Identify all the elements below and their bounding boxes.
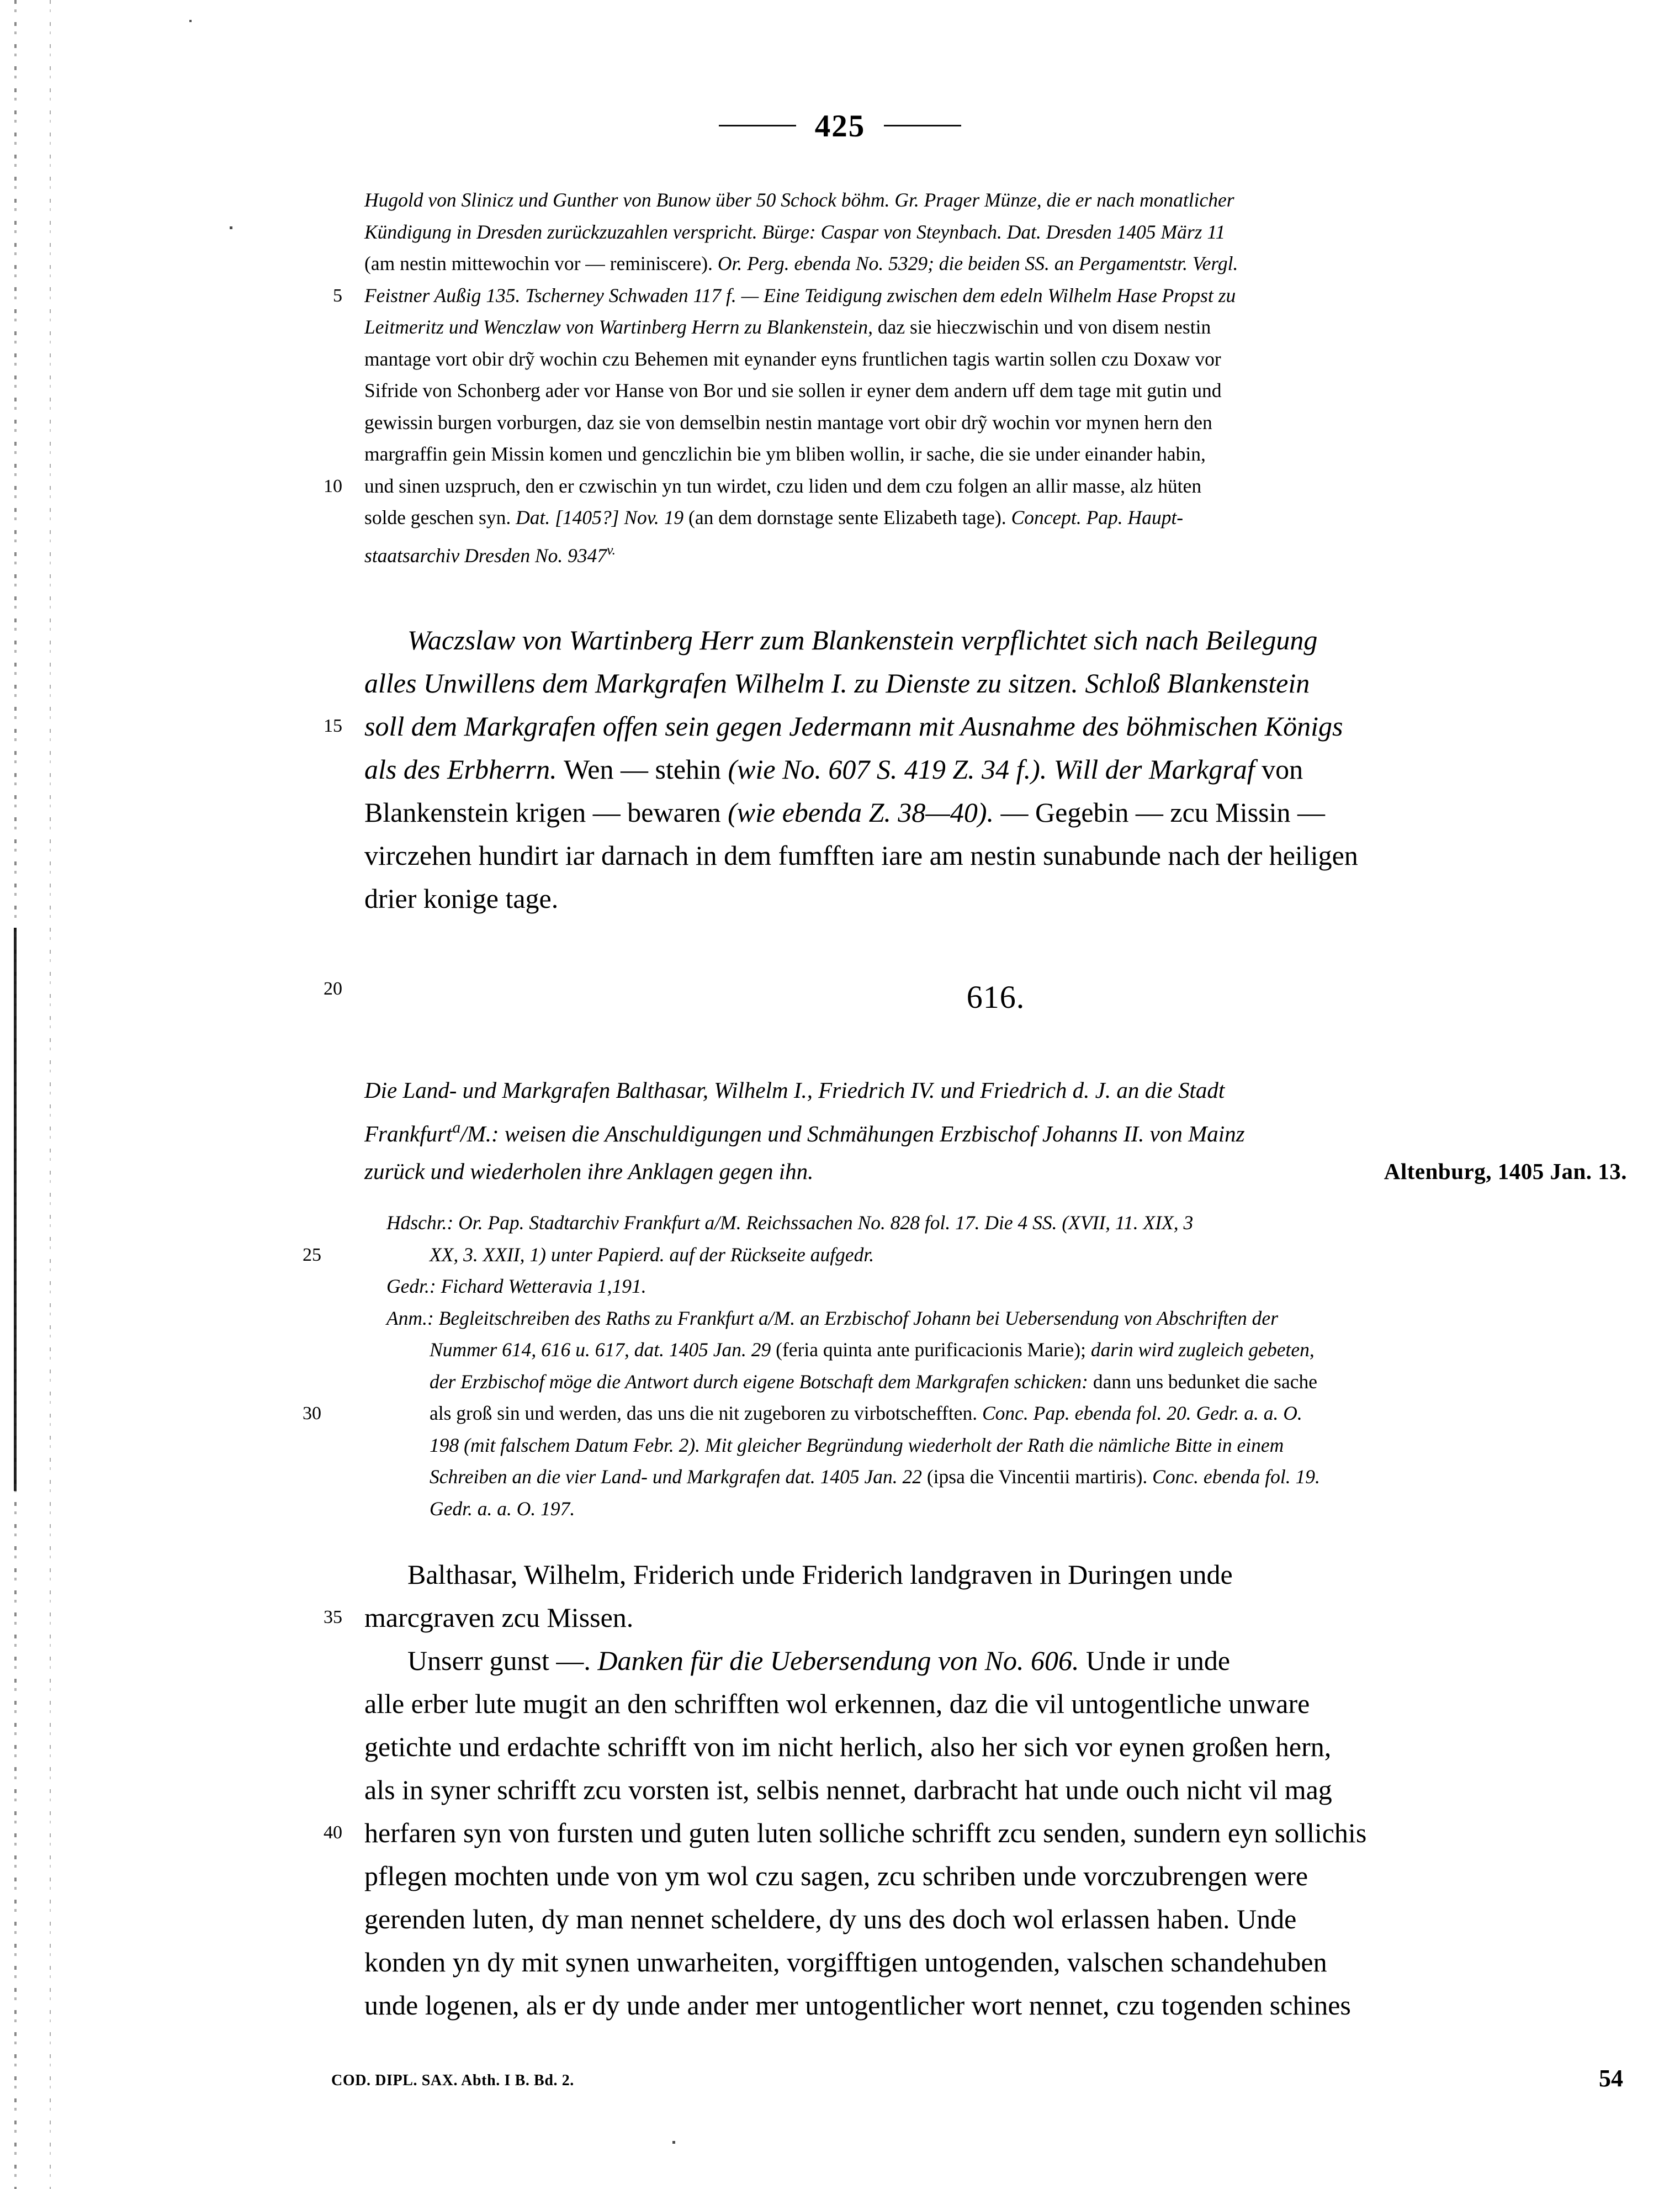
apparatus-entry-line [386,1334,1627,1366]
apparatus-line [364,248,1627,280]
apparatus-line [364,534,1627,572]
regest-superscript: a [452,1119,461,1136]
apparatus-616-block [303,1207,1627,1525]
regest-text: (wie No. 607 S. 419 Z. 34 f.). [728,754,1047,785]
apparatus-entry-line [386,1366,1627,1398]
regest-line [364,1071,1627,1109]
body-line [364,1984,1627,2027]
body-text: herfaren syn von fursten und guten luten solliche schrifft zcu senden, sundern eyn sollichis [364,1817,1367,1848]
apparatus-text-roman: solde geschen syn. [364,506,511,528]
body-text: als in syner schrifft zcu vorsten ist, selbis nennet, darbracht hat unde ouch nicht vil mag [364,1774,1332,1805]
line-number: 35 [324,1607,342,1627]
regest-line [364,834,1627,877]
apparatus-text-roman: (an dem dornstage sente Elizabeth tage). [688,506,1006,528]
regest-text: alles Unwillens dem Markgrafen Wilhelm I. zu Dienste zu sitzen. Schloß Blankenstein [364,668,1310,699]
regest-line [364,748,1627,791]
regest-line [364,618,1627,662]
body-616-block [324,1553,1627,2027]
apparatus-line [364,216,1627,248]
regest-line [364,1109,1627,1152]
apparatus-text: Feistner Außig 135. Tscherney Schwaden 117 f. — Eine Teidigung zwischen dem edeln Wilhelm Hase Propst zu [364,284,1236,306]
line-number: 10 [324,475,342,496]
regest-616-block [364,1071,1627,1190]
line-number: 40 [324,1822,342,1843]
body-text: pflegen mochten unde von ym wol czu sagen, zcu schriben unde vorczubrengen were [364,1860,1308,1891]
regest-line [364,662,1627,705]
apparatus-entry-line [386,1207,1627,1239]
page-number: 425 [814,109,866,144]
regest-text: als des Erbherrn. [364,754,557,785]
section-616-heading-block [324,979,1627,1023]
regest-text-roman: — Gegebin — zcu Missin — [1000,797,1325,828]
body-text: konden yn dy mit synen unwarheiten, vorgifftigen untogenden, valschen schandehuben [364,1947,1327,1977]
apparatus-text: Begleitschreiben des Raths zu Frankfurt a/M. an Erzbischof Johann bei Uebersendung von Abschriften der [438,1307,1279,1329]
apparatus-text-roman: (ipsa die Vincentii martiris). [926,1466,1148,1488]
apparatus-label-anm: Anm.: [386,1307,434,1329]
body-text: alle erber lute mugit an den schrifften wol erkennen, daz die vil untogentliche unware [364,1688,1310,1719]
body-line [364,1768,1627,1811]
regest-text: Die Land- und Markgrafen Balthasar, Wilhelm I., Friedrich IV. und Friedrich d. J. an die Stadt [364,1077,1225,1103]
body-text: marcgraven zcu Missen. [364,1602,634,1633]
body-line [324,1596,1627,1639]
regest-615-block [324,618,1627,920]
apparatus-line [364,438,1627,470]
apparatus-text: Conc. Pap. ebenda fol. 20. Gedr. a. a. O. [982,1402,1302,1424]
apparatus-text: staatsarchiv Dresden No. 9347 [364,544,607,567]
apparatus-entry-line [386,1461,1627,1493]
regest-text-roman: von [1262,754,1303,785]
header-rule-left [719,125,796,126]
apparatus-text-roman: als groß sin und werden, das uns die nit zugeboren zu virbotschefften. [430,1402,978,1424]
apparatus-entry-line [386,1493,1627,1525]
regest-line [364,877,1627,920]
apparatus-line [364,375,1627,407]
line-number: 30 [303,1403,321,1424]
body-text: unde logenen, als er dy unde ander mer untogentlicher wort nennet, czu togenden schines [364,1990,1351,2021]
footer-imprint: COD. DIPL. SAX. Abth. I B. Bd. 2. [331,2072,574,2089]
apparatus-line [324,470,1627,503]
regest-text: /M.: weisen die Anschuldigungen und Schmähungen Erzbischof Johanns II. von Mainz [460,1121,1245,1147]
apparatus-line [364,311,1627,343]
apparatus-text: darin wird zugleich gebeten, [1090,1339,1315,1361]
body-line [364,1897,1627,1941]
apparatus-text-roman: Sifride von Schonberg ader vor Hanse von Bor und sie sollen ir eyner dem andern uff dem tage mit gutin und [364,379,1222,401]
apparatus-text: 198 (mit falschem Datum Febr. 2). Mit gleicher Begründung wiederholt der Rath die nämliche Bitte in einem [430,1434,1284,1456]
regest-text: zurück und wiederholen ihre Anklagen gegen ihn. [364,1159,814,1185]
apparatus-label-gedr: Gedr.: [386,1275,436,1297]
regest-text: Will der Markgraf [1053,754,1255,785]
header-rule-right [884,125,961,126]
apparatus-entry-line [386,1271,1627,1303]
regest-text: soll dem Markgrafen offen sein gegen Jedermann mit Ausnahme des böhmischen Königs [364,711,1343,742]
apparatus-entry-line [303,1239,1627,1271]
apparatus-entry-line [386,1303,1627,1335]
apparatus-text: Dat. [1405?] Nov. 19 [516,506,684,528]
regest-text: (wie ebenda Z. 38—40). [728,797,994,828]
regest-text-roman: Blankenstein krigen — bewaren [364,797,721,828]
apparatus-superscript: v. [607,541,616,558]
apparatus-text: Concept. Pap. Haupt- [1011,506,1184,528]
apparatus-line [333,280,1627,312]
place-date: Altenburg, 1405 Jan. 13. [1384,1159,1627,1185]
apparatus-text: Nummer 614, 616 u. 617, dat. 1405 Jan. 29 [430,1339,771,1361]
regest-text-roman: Wen — stehin [564,754,721,785]
apparatus-text-roman: und sinen uzspruch, den er czwischin yn tun wirdet, czu liden und dem czu folgen an allir masse, alz hüten [364,474,1202,497]
body-line [364,1639,1627,1682]
regest-line [364,791,1627,834]
body-text-italic: Danken für die Uebersendung von No. 606. [597,1645,1079,1676]
apparatus-line [364,502,1627,534]
body-text: gerenden luten, dy man nennet scheldere, dy uns des doch wol erlassen haben. Unde [364,1904,1297,1934]
apparatus-text: der Erzbischof möge die Antwort durch eigene Botschaft dem Markgrafen schicken: [430,1370,1088,1393]
body-line [364,1682,1627,1725]
body-line [364,1941,1627,1984]
apparatus-line [364,407,1627,439]
apparatus-text: Hugold von Slinicz und Gunther von Bunow über 50 Schock böhm. Gr. Prager Münze, die er nach monatlicher [364,189,1234,211]
regest-line [324,705,1627,748]
apparatus-text: XX, 3. XXII, 1) unter Papierd. auf der Rückseite aufgedr. [430,1243,875,1266]
apparatus-label-hdschr: Hdschr.: [386,1212,454,1234]
apparatus-text-roman: (am nestin mittewochin vor — reminiscere). [364,252,713,274]
line-number: 15 [324,716,342,736]
regest-text: Waczslaw von Wartinberg Herr zum Blankenstein verpflichtet sich nach Beilegung [407,625,1318,655]
page-header [0,108,1680,144]
apparatus-line [364,343,1627,376]
body-text: Balthasar, Wilhelm, Friderich unde Friderich landgraven in Duringen unde [407,1559,1233,1590]
apparatus-text: Conc. ebenda fol. 19. [1152,1466,1320,1488]
regest-text-roman: drier konige tage. [364,883,559,914]
body-line [324,1811,1627,1854]
apparatus-text: Schreiben an die vier Land- und Markgrafen dat. 1405 Jan. 22 [430,1466,922,1488]
line-number: 25 [303,1244,321,1265]
apparatus-text: Or. Perg. ebenda No. 5329; die beiden SS. an Pergamentstr. Vergl. [717,252,1238,274]
body-line [364,1725,1627,1768]
line-number: 5 [333,285,342,306]
apparatus-text-roman: (feria quinta ante purificacionis Marie); [776,1339,1086,1361]
regest-line [364,1152,1627,1190]
section-heading-line [324,979,1627,1023]
apparatus-entry-line [386,1430,1627,1462]
apparatus-text-roman: daz sie hieczwischin und von disem nestin [877,316,1211,338]
line-number: 20 [324,979,342,999]
body-text: Unde ir unde [1086,1645,1231,1676]
apparatus-line [364,184,1627,216]
regest-text: Frankfurt [364,1121,453,1147]
apparatus-text: Fichard Wetteravia 1,191. [441,1275,646,1297]
body-text: getichte und erdachte schrifft von im nicht herlich, also her sich vor eynen großen hern, [364,1731,1332,1762]
footer-signature-number [1413,2064,1623,2092]
apparatus-text: Kündigung in Dresden zurückzuzahlen verspricht. Bürge: Caspar von Steynbach. Dat. Dresden 1405 März 11 [364,220,1226,243]
apparatus-text-roman: mantage vort obir drỹ wochin czu Behemen mit eynander eyns fruntlichen tagis wartin sollen czu Doxaw vor [364,347,1221,370]
doc-615-apparatus-block [324,184,1627,572]
apparatus-text-roman: gewissin burgen vorburgen, daz sie von demselbin nestin mantage vort obir drỹ wochin vor mynen hern den [364,411,1212,433]
apparatus-text: Or. Pap. Stadtarchiv Frankfurt a/M. Reichssachen No. 828 fol. 17. Die 4 SS. (XVII, 11. XIX, 3 [458,1212,1194,1234]
apparatus-entry-line [303,1398,1627,1430]
regest-text-roman: virczehen hundirt iar darnach in dem fumfften iare am nestin sunabunde nach der heiligen [364,840,1358,871]
body-text: Unserr gunst —. [407,1645,591,1676]
body-line [364,1854,1627,1897]
body-line [364,1553,1627,1596]
apparatus-text-roman: margraffin gein Missin komen und genczlichin bie ym bliben wollin, ir sache, die sie under einander habin, [364,443,1206,465]
section-number: 616. [966,979,1025,1015]
signature-number: 54 [1599,2065,1623,2092]
apparatus-text: Gedr. a. a. O. 197. [430,1497,575,1520]
apparatus-text-roman: dann uns bedunket die sache [1093,1370,1317,1393]
apparatus-text: Leitmeritz und Wenczlaw von Wartinberg Herrn zu Blankenstein, [364,316,873,338]
